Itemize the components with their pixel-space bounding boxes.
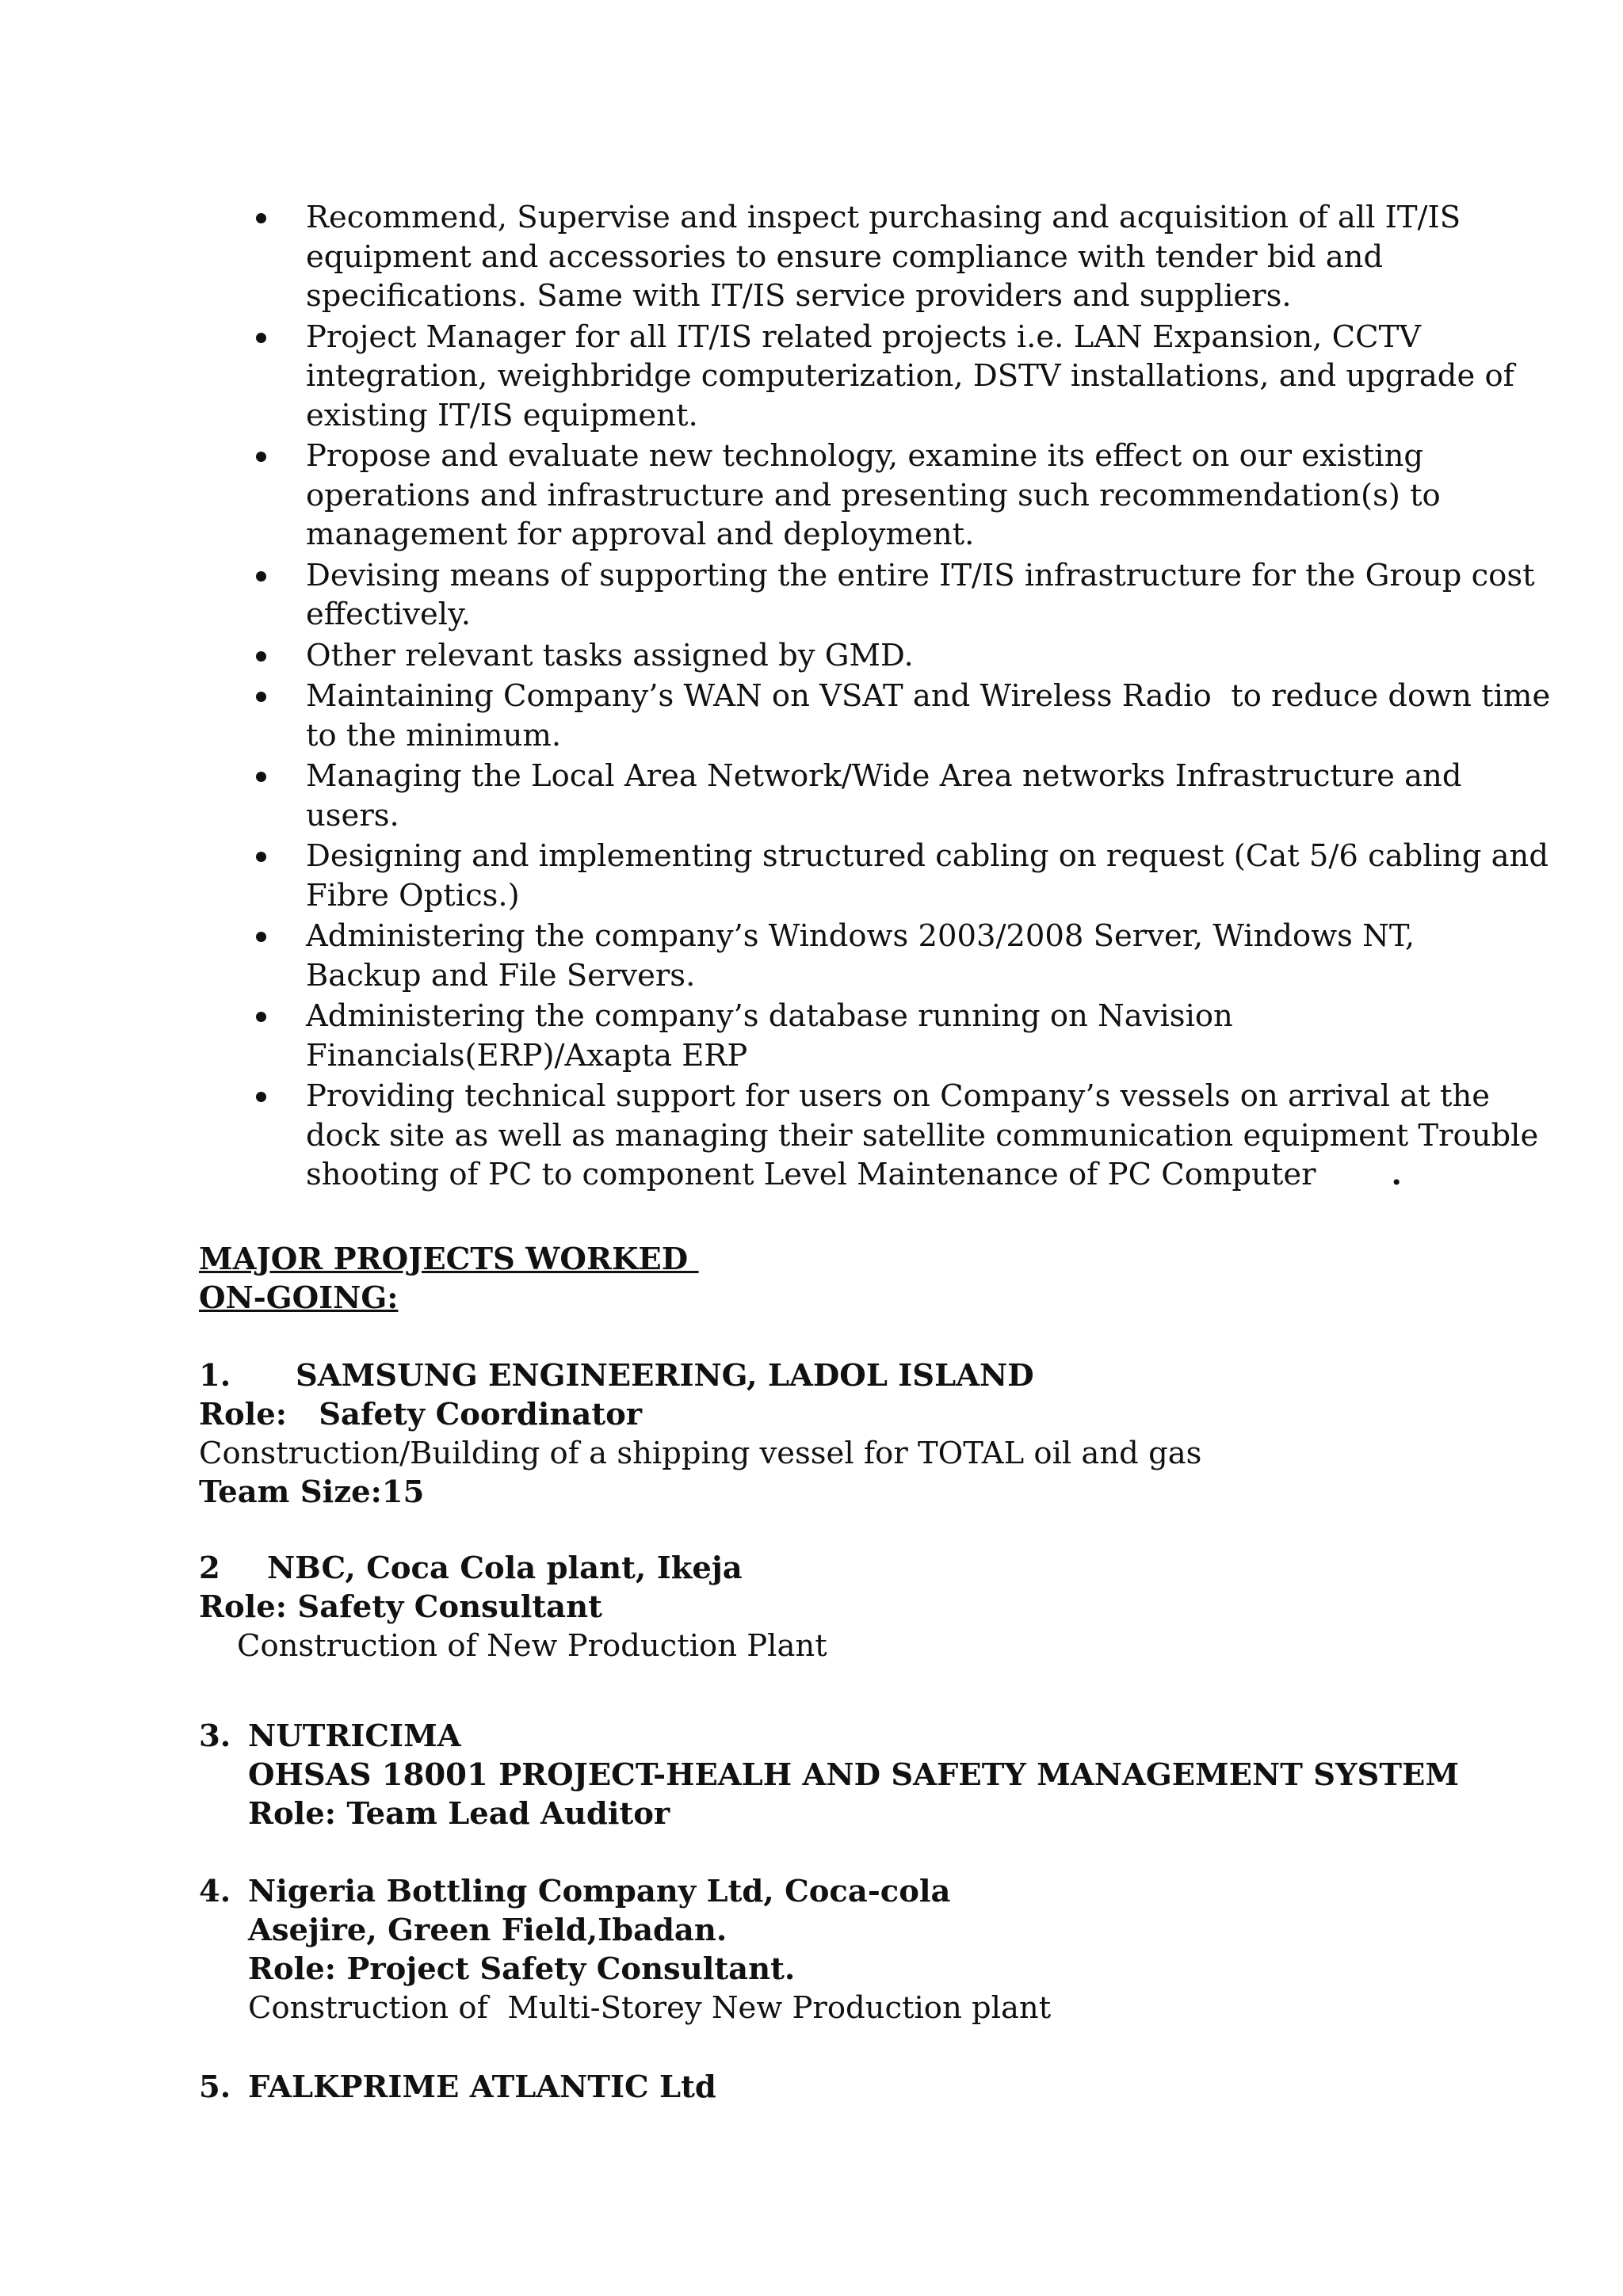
list-item	[256, 636, 1461, 676]
list-item-line: Administering the company’s database running on Navision	[306, 998, 1233, 1034]
list-item-line: Administering the company’s Windows 2003/2008 Server, Windows NT,	[306, 918, 1415, 954]
project-number: 5.	[199, 2069, 231, 2105]
project-number: 2	[199, 1550, 220, 1586]
list-item-line: Project Manager for all IT/IS related projects i.e. LAN Expansion, CCTV	[306, 318, 1422, 355]
list-item	[256, 917, 1461, 995]
list-item-line: users.	[306, 797, 399, 833]
list-item	[256, 437, 1461, 555]
project-5	[199, 2068, 716, 2107]
list-item	[256, 837, 1549, 915]
bullet-icon	[256, 852, 266, 862]
bullet-icon	[256, 932, 266, 942]
bullet-icon	[256, 571, 266, 582]
project-description: Construction of New Production Plant	[237, 1628, 827, 1664]
project-title: FALKPRIME ATLANTIC Ltd	[248, 2069, 716, 2105]
list-item-line	[306, 1155, 1461, 1195]
list-item-line: existing IT/IS equipment.	[306, 397, 698, 433]
project-number: 1.	[199, 1358, 231, 1394]
list-item	[256, 556, 1535, 635]
project-title-line	[199, 1549, 827, 1588]
list-item-line: Backup and File Servers.	[306, 957, 696, 994]
project-role: Role: Project Safety Consultant.	[248, 1951, 796, 1987]
list-item-line: Providing technical support for users on Company’s vessels on arrival at the	[306, 1078, 1491, 1114]
list-item	[256, 677, 1551, 755]
project-3	[199, 1717, 1459, 1833]
list-item-line: integration, weighbridge computerization, DSTV installations, and upgrade of	[306, 358, 1514, 394]
list-item	[256, 997, 1461, 1075]
bullet-icon	[256, 692, 266, 702]
project-title: NBC, Coca Cola plant, Ikeja	[267, 1550, 743, 1586]
duties-list	[256, 198, 1551, 1196]
project-subtitle: OHSAS 18001 PROJECT-HEALH AND SAFETY MANAGEMENT SYSTEM	[248, 1757, 1459, 1793]
project-title-line	[199, 1717, 1459, 1756]
list-item	[256, 318, 1514, 436]
list-item-line: operations and infrastructure and presenting such recommendation(s) to	[306, 477, 1441, 513]
list-item-line: management for approval and deployment.	[306, 517, 975, 552]
list-item-line: Financials(ERP)/Axapta ERP	[306, 1037, 748, 1074]
section-heading: MAJOR PROJECTS WORKED	[199, 1241, 699, 1277]
project-1	[199, 1356, 1201, 1512]
list-item-line: Other relevant tasks assigned by GMD.	[306, 637, 914, 673]
list-item-line: effectively.	[306, 597, 471, 632]
list-item-line: Recommend, Supervise and inspect purchasing and acquisition of all IT/IS	[306, 200, 1461, 235]
list-item-line: Fibre Optics.)	[306, 877, 520, 913]
bullet-icon	[256, 333, 266, 343]
bullet-icon	[256, 772, 266, 782]
list-item	[256, 198, 1461, 316]
list-item-line: equipment and accessories to ensure compliance with tender bid and	[306, 238, 1384, 275]
project-team-size: Team Size:15	[199, 1474, 425, 1510]
list-item-line: Designing and implementing structured cabling on request (Cat 5/6 cabling and	[306, 838, 1549, 874]
list-item-line: Devising means of supporting the entire IT/IS infrastructure for the Group cost	[306, 557, 1535, 593]
list-item-line: specifications. Same with IT/IS service providers and suppliers.	[306, 278, 1292, 314]
project-location: Asejire, Green Field,Ibadan.	[248, 1913, 727, 1948]
project-title-line	[199, 1356, 1201, 1395]
trailing-dot: .	[1391, 1157, 1402, 1192]
project-description: Construction/Building of a shipping vessel for TOTAL oil and gas	[199, 1436, 1202, 1471]
list-item-line: to the minimum.	[306, 717, 562, 753]
bullet-icon	[256, 1012, 266, 1022]
list-item-line: dock site as well as managing their satellite communication equipment Trouble	[306, 1117, 1539, 1154]
list-item	[256, 757, 1461, 835]
section-subheading: ON-GOING:	[199, 1280, 399, 1316]
list-item-line: Propose and evaluate new technology, examine its effect on our existing	[306, 438, 1424, 474]
project-description: Construction of Multi-Storey New Production plant	[248, 1990, 1052, 2026]
list-item-text: shooting of PC to component Level Maintenance of PC Computer	[306, 1157, 1316, 1192]
project-title-line	[199, 2068, 716, 2107]
project-role: Role: Team Lead Auditor	[248, 1796, 670, 1832]
project-number: 4.	[199, 1874, 231, 1909]
project-4	[199, 1872, 1051, 2027]
bullet-icon	[256, 452, 266, 462]
project-number: 3.	[199, 1718, 231, 1754]
list-item-line: Maintaining Company’s WAN on VSAT and Wireless Radio to reduce down time	[306, 678, 1551, 714]
project-2	[199, 1549, 827, 1665]
list-item-line: Managing the Local Area Network/Wide Area networks Infrastructure and	[306, 758, 1462, 794]
project-role: Role: Safety Consultant	[199, 1589, 602, 1625]
project-title: Nigeria Bottling Company Ltd, Coca-cola	[248, 1874, 951, 1909]
project-title: NUTRICIMA	[248, 1718, 461, 1754]
project-title: SAMSUNG ENGINEERING, LADOL ISLAND	[296, 1358, 1034, 1394]
bullet-icon	[256, 213, 266, 223]
list-item	[256, 1077, 1539, 1195]
project-role: Role: Safety Coordinator	[199, 1397, 643, 1432]
bullet-icon	[256, 651, 266, 662]
project-title-line	[199, 1872, 1051, 1911]
bullet-icon	[256, 1092, 266, 1102]
projects-heading	[199, 1240, 699, 1318]
